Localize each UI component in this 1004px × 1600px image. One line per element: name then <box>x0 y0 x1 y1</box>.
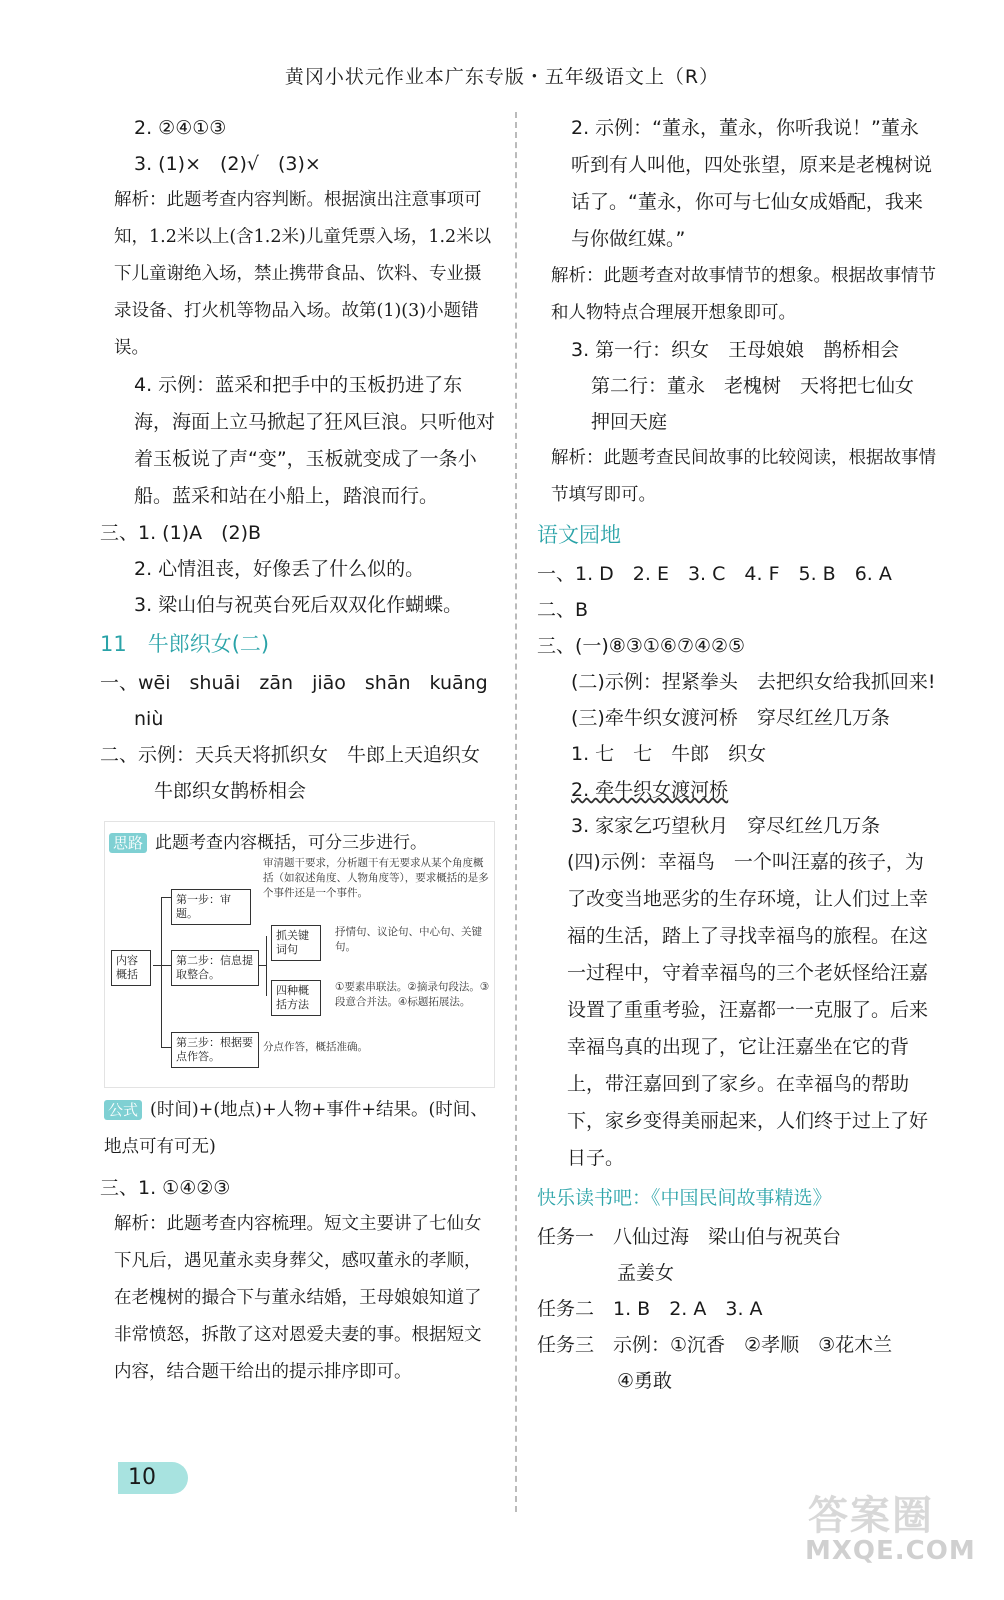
connector <box>161 965 171 966</box>
task-line: 任务一 八仙过海 梁山伯与祝英台 <box>537 1226 842 1248</box>
explanation: 解析：此题考查对故事情节的想象。根据故事情节和人物特点合理展开想象即可。 <box>551 266 936 323</box>
answer-paragraph: 2. 示例：“董永，董永，你听我说！”董永听到有人叫他，四处张望，原来是老槐树说话了。“董永，你可与七仙女成婚配，我来与你做红媒。” <box>571 117 933 250</box>
formula-tag: 公式 <box>104 1100 142 1120</box>
pinyin-line: niù <box>134 708 164 730</box>
pinyin-line: 一、wēi shuāi zān jiāo shān kuāng <box>100 672 488 694</box>
diagram-note: 审清题干要求，分析题干有无要求从某个角度概括（如叙述角度、人物角度等），要求概括的是多个事件还是一个事件。 <box>263 857 489 899</box>
thinking-text: 此题考查内容概括，可分三步进行。 <box>155 833 428 853</box>
connector <box>161 897 171 898</box>
task-line: 孟姜女 <box>617 1262 675 1284</box>
answer-line: 1. 七 七 牛郎 织女 <box>571 743 767 765</box>
column-divider <box>515 112 517 1512</box>
diagram-note: 抒情句、议论句、中心句、关键句。 <box>335 926 482 953</box>
diagram-root: 内容概括 <box>111 950 151 986</box>
lesson-title: 11 牛郎织女(二) <box>100 632 270 656</box>
connector <box>161 1047 171 1048</box>
page-number: 10 <box>118 1462 188 1494</box>
explanation: 解析：此题考查内容判断。根据演出注意事项可知，1.2米以上(含1.2米)儿童凭票入场，1.2米以下儿童谢绝入场，禁止携带食品、饮料、专业摄录设备、打火机等物品入场。故第(1)(3)小题错误。 <box>114 190 492 358</box>
answer-line: (三)牵牛织女渡河桥 穿尽红丝几万条 <box>571 707 890 729</box>
answer-line: (二)示例：捏紧拳头 去把织女给我抓回来! <box>571 671 936 693</box>
answer-line: 2. ②④①③ <box>134 117 227 139</box>
watermark-logo: 答案圈 <box>808 1493 934 1539</box>
connector <box>153 965 161 966</box>
diagram-keywords: 抓关键词句 <box>271 925 321 961</box>
connector <box>266 936 267 996</box>
section-title: 快乐读书吧：《中国民间故事精选》 <box>537 1187 832 1209</box>
answer-line: 2. 心情沮丧，好像丢了什么似的。 <box>134 558 425 580</box>
section-title: 语文园地 <box>537 523 621 547</box>
answer-line: 第二行：董永 老槐树 天将把七仙女 <box>591 375 915 397</box>
answer-line: 三、(一)⑧③①⑥⑦④②⑤ <box>537 635 746 657</box>
answer-line: 三、1. (1)A (2)B <box>100 522 262 544</box>
explanation: 解析：此题考查民间故事的比较阅读，根据故事情节填写即可。 <box>551 448 936 505</box>
answer-line: 三、1. ①④②③ <box>100 1177 231 1199</box>
connector <box>161 897 162 1047</box>
answer-line: 2. 牵牛织女渡河桥 <box>571 779 729 801</box>
answer-line: 牛郎织女鹊桥相会 <box>154 780 307 802</box>
answer-line: 一、1. D 2. E 3. C 4. F 5. B 6. A <box>537 563 892 585</box>
answer-line: 二、B <box>537 599 589 621</box>
watermark-url: MXQE.COM <box>805 1536 976 1566</box>
answer-paragraph: 4. 示例：蓝采和把手中的玉板扔进了东海，海面上立马掀起了狂风巨浪。只听他对着玉板说了声“变”，玉板就变成了一条小船。蓝采和站在小船上，踏浪而行。 <box>134 374 496 507</box>
formula-text: (时间)+(地点)+人物+事件+结果。(时间、地点可有可无) <box>104 1100 488 1157</box>
page-header: 黄冈小状元作业本广东专版・五年级语文上（R） <box>284 66 720 88</box>
diagram-step3: 第三步：根据要点作答。 <box>171 1032 259 1068</box>
answer-line: 3. 家家乞巧望秋月 穿尽红丝几万条 <box>571 815 881 837</box>
diagram-note: 分点作答，概括准确。 <box>263 1041 368 1053</box>
explanation: 解析：此题考查内容梳理。短文主要讲了七仙女下凡后，遇见董永卖身葬父，感叹董永的孝顺，在老槐树的撮合下与董永结婚，王母娘娘知道了非常愤怒，拆散了这对恩爱夫妻的事。根据短文内容，结合题干给出的提示排序即可。 <box>114 1214 482 1382</box>
task-line: ④勇敢 <box>617 1370 673 1392</box>
left-column <box>100 110 495 1391</box>
answer-paragraph: (四)示例：幸福鸟 一个叫汪嘉的孩子，为了改变当地恶劣的生存环境，让人们过上幸福的生活，踏上了寻找幸福鸟的旅程。在这一过程中，守着幸福鸟的三个老妖怪给汪嘉设置了重重考验，汪嘉都一一克服了。后来幸福鸟真的出现了，它让汪嘉坐在它的背上，带汪嘉回到了家乡。在幸福鸟的帮助下，家乡变得美丽起来，人们终于过上了好日子。 <box>567 851 929 1169</box>
thinking-diagram <box>104 821 495 1088</box>
answer-line: 押回天庭 <box>591 411 668 433</box>
diagram-methods: 四种概括方法 <box>271 980 321 1016</box>
right-column <box>537 110 937 1399</box>
diagram-step1: 第一步：审题。 <box>171 889 251 925</box>
thinking-tag: 思路 <box>109 833 147 853</box>
connector <box>258 965 266 966</box>
answer-line: 3. (1)× (2)√ (3)× <box>134 153 321 175</box>
answer-line: 二、示例：天兵天将抓织女 牛郎上天追织女 <box>100 744 481 766</box>
diagram-step2: 第二步：信息提取整合。 <box>171 950 259 986</box>
formula <box>100 1092 495 1166</box>
task-line: 任务二 1. B 2. A 3. A <box>537 1298 763 1320</box>
answer-line: 3. 第一行：织女 王母娘娘 鹊桥相会 <box>571 339 900 361</box>
diagram-note: ①要素串联法。②摘录句段法。③段意合并法。④标题拓展法。 <box>335 981 490 1008</box>
answer-line: 3. 梁山伯与祝英台死后双双化作蝴蝶。 <box>134 594 463 616</box>
task-line: 任务三 示例：①沉香 ②孝顺 ③花木兰 <box>537 1334 893 1356</box>
thinking-heading <box>109 828 427 853</box>
